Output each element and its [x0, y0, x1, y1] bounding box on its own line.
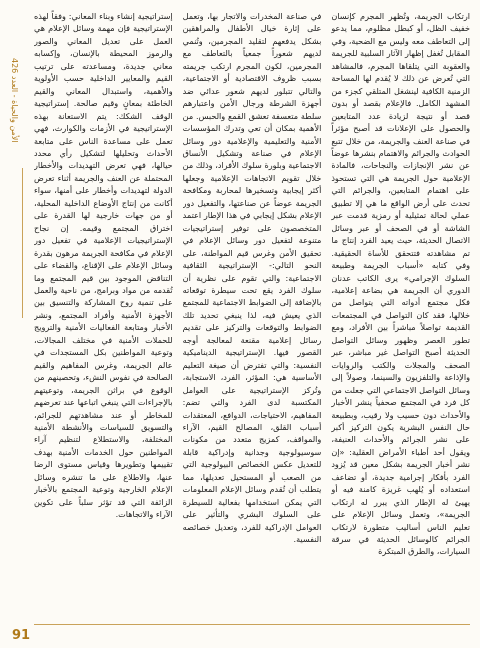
text-column-left: [34, 10, 173, 610]
article-body: [34, 10, 470, 610]
text-column-middle: [183, 10, 322, 610]
footer-rule: [34, 624, 470, 625]
column-text: ارتكاب الجريمة، وتُظهر المجرم كإنسان خفيف الظل، أو كبطل مظلوم، مما يدعو إلى التعاطف معه وليس مع الضحية، وفي المقابل تُغفل إظهار الآثار السلبية للجريمة والعقوبة التي يتلقاها المجرم، فالمشاهد التي تُعرض عن ذلك لا يُقدم لها المساحة الزمنية الكافية لينشغل المتلقي كجزء من المشهد الكامل. فالإعلام بقصد أو بدون قصد أو نتيجة لزيادة عدد المتابعين والحصول على الإعلانات قد أصبح مؤثراً في صناعة العنف والجريمة، من خلال تتبع الحوادث والجرائم والاهتمام بنشرها عوضاً عن نشر الإنجازات والنجاحات، فالمادة الإعلامية حول الجريمة هي التي تستحوذ على اهتمام المتابعين، والجرائم التي تحدث على أرض الواقع ما هي إلا تطبيق عملي لحالة تمثيلية أو رمزية قدمت عبر الشاشة أو في الصحف أو عبر وسائل الاتصال الحديثة، حيث يعيد الفرد إنتاج ما تم مشاهدته فتتحقق للأساة الحقيقية. وفي كتابه «أسباب الجريمة وطبيعة السلوك الإجرامي» يرى الكاتب عدنان الدوري أن الجريمة هي بضاعة إعلامية، فكل مجتمع أدواته التي يتواصل من خلالها، فقد كان التواصل في المجتمعات القديمة تواصلاً مباشراً بين الأفراد، ومع تطور العصر وظهور وسائل التواصل الحديثة أصبح التواصل غير مباشر، عبر الصحف والمجلات والكتب والروايات والإذاعة والتلفزيون والسينما، وصولاً إلى وسائل التواصل الاجتماعي التي جعلت من كل فرد في المجتمع صحفياً ينشر الأخبار والأحداث دون حسيب ولا رقيب، وبطبيعة حال النفس البشرية يكون التركيز أكبر على نشر الجرائم والأحداث العنيفة، ويقول أحد أطباء الأمراض العقلية: «إن نشر أخبار الجريمة بشكل معين قد يُزود الفرد بأفكار إجرامية جديدة، أو تضاعف استعداده أو يُلهب غريزة كامنة فيه أو يهيئ له الإطار الذي يبرر له ارتكاب الجريمة»، وتعمل وسائل الإعلام على تعليم الناس أساليب متطورة لارتكاب الجرائم كالوسائل الحديثة في سرقة السيارات، والطرق المبتكرة: [331, 11, 470, 557]
running-head-text: الأمن والحياة - العدد 426: [10, 58, 19, 143]
page-number: 91: [12, 628, 31, 643]
text-column-right: [331, 10, 470, 610]
column-text: إستراتيجية إنشاء وبناء المعاني: وفقاً لهذه الإستراتيجية فإن مهمة وسائل الإعلام هي العمل على تعديل المعاني والصور والرموز المحيطة بالإنسان، وإكسابه معاني جديدة، ومساعدته على ترتيب القيم والمعايير الداخلية حسب الأولوية والأهمية، واستبدال المعاني والقيم الخاطئة بمعانٍ وقيم صالحة. إستراتيجية الوقف الشكك: يتم الاستعانة بهذه الإستراتيجية في الأزمات والكوارث، فهي تعمل على مساعدة الناس على متابعة الأحداث وتحليلها لتشكيل رأي محدد حيالها، فهي تعرض التهديدات والأخطار المحتملة عن العنف والجريمة أثناء تعرض الدولة لتهديدات وأخطار على أمنها، سواء أكانت من إنتاج الأوضاع الداخلية المحلية، أو من جهات خارجية لها القدرة على اختراق المجتمع وقيمه. إن نجاح الإستراتيجيات الإعلامية في تفعيل دور الإعلام في مكافحة الجريمة مرهون بقدرة وسائل الإعلام على الإقناع، والقضاء على التناقض الموجود بين قيم المجتمع وما تُقدمه من مواد وبرامج، من ناحية والعمل على تنمية روح المشاركة والتنسيق بين الأجهزة الأمنية وأفراد المجتمع، ونشر الأخبار ومتابعة الفعاليات الأمنية والترويج للحملات الأمنية في مختلف المجالات، وتوعية المواطنين بكل المستجدات في عالم الجريمة، وغرس المفاهيم والقيم الصالحة في نفوس النشء، وتحصينهم من الوقوع في براثن الجريمة، وتوعيتهم بالإجراءات التي ينبغي اتباعها عند تعرضهم للمخاطر أو عند مشاهدتهم للجرائم، والتسويق للسياسات والأنشطة الأمنية المختلفة، والاستطلاع لتنظيم آراء المواطنين حول الخدمات الأمنية بهدف تقييمها وتطويرها وقياس مستوى الرضا عنها، والاطلاع على ما تنشره وسائل الإعلام الخارجية وتوعية المجتمع بالأخبار الزائفة التي قد تؤثر سلباً على تكوين الآراء والاتجاهات.: [33, 11, 173, 520]
running-head: [10, 58, 26, 298]
running-head-rule: [22, 168, 23, 318]
column-text: في صناعة المخدرات والاتجار بها، وتعمل على إثارة خيال الأطفال والمراهقين بشكل يدفعهم لتقليد المجرمين، وتُنمي لديهم شعوراً جمعياً بالتعاطف مع المجرمين، لكون المجرم ارتكب جريمته بسبب ظروف الاقتصادية أو الاجتماعية، والتالي تتبلور لديهم شعور عدائي ضد أجهزة الشرطة ورجال الأمن واعتبارهم سلطة متعسفة تعشق القمع والحبس. من الأهمية بمكان أن تعي وتدرك المؤسسات الأمنية والتعليمية والإعلامية دور وسائل الإعلام في صناعة وتشكيل الأنساق الاجتماعية وبلورة سلوك الأفراد، وذلك من خلال تقويم الاتجاهات الإعلامية وجعلها أكثر إيجابية وتسخيرها لمحاربة ومكافحة الجريمة عوضاً عن صناعتها، والتفعيل دور الإعلام بشكل إيجابي في هذا الإطار اعتمد المتخصصون على توفير إستراتيجيات متنوعة لتفعيل دور وسائل الإعلام في تحقيق الأمن وغرس قيم المواطنة، على النحو التالي:- الإستراتيجية الثقافية الاجتماعية: والتي تقوم على نظرية أن سلوك الفرد يقع تحت سيطرة توقعاته بالإضافة إلى الضوابط الاجتماعية للمجتمع الذي يعيش فيه، لذا ينبغي تحديد تلك الضوابط والتوقعات والتركيز على تقديم رسائل إعلامية مقنعة لمعالجة أوجه القصور فيها. الإستراتيجية الديناميكية النفسية: والتي تفترض أن صيغة التعليم الأساسية هي: المؤثر، الفرد، الاستجابة، وتُركز الإستراتيجية على العوامل المكتسبة لدى الفرد والتي تضم: المفاهيم، الاحتياجات، الدوافع، المعتقدات أسباب القلق، المصالح القيم، الآراء والمواقف، كمزيج متعدد من مكونات سوسيولوجية وجدانية وإدراكية قابلة للتعديل عكس الخصائص البيولوجية التي من الصعب أو المستحيل تعديلها، مما يتطلب أن تُقدم وسائل الإعلام المعلومات التي يمكن استخدامها بفعالية للسيطرة على السلوك البشري والتأثير على العوامل الإدراكية للفرد، وتعديل خصائصه النفسية.: [182, 11, 322, 545]
